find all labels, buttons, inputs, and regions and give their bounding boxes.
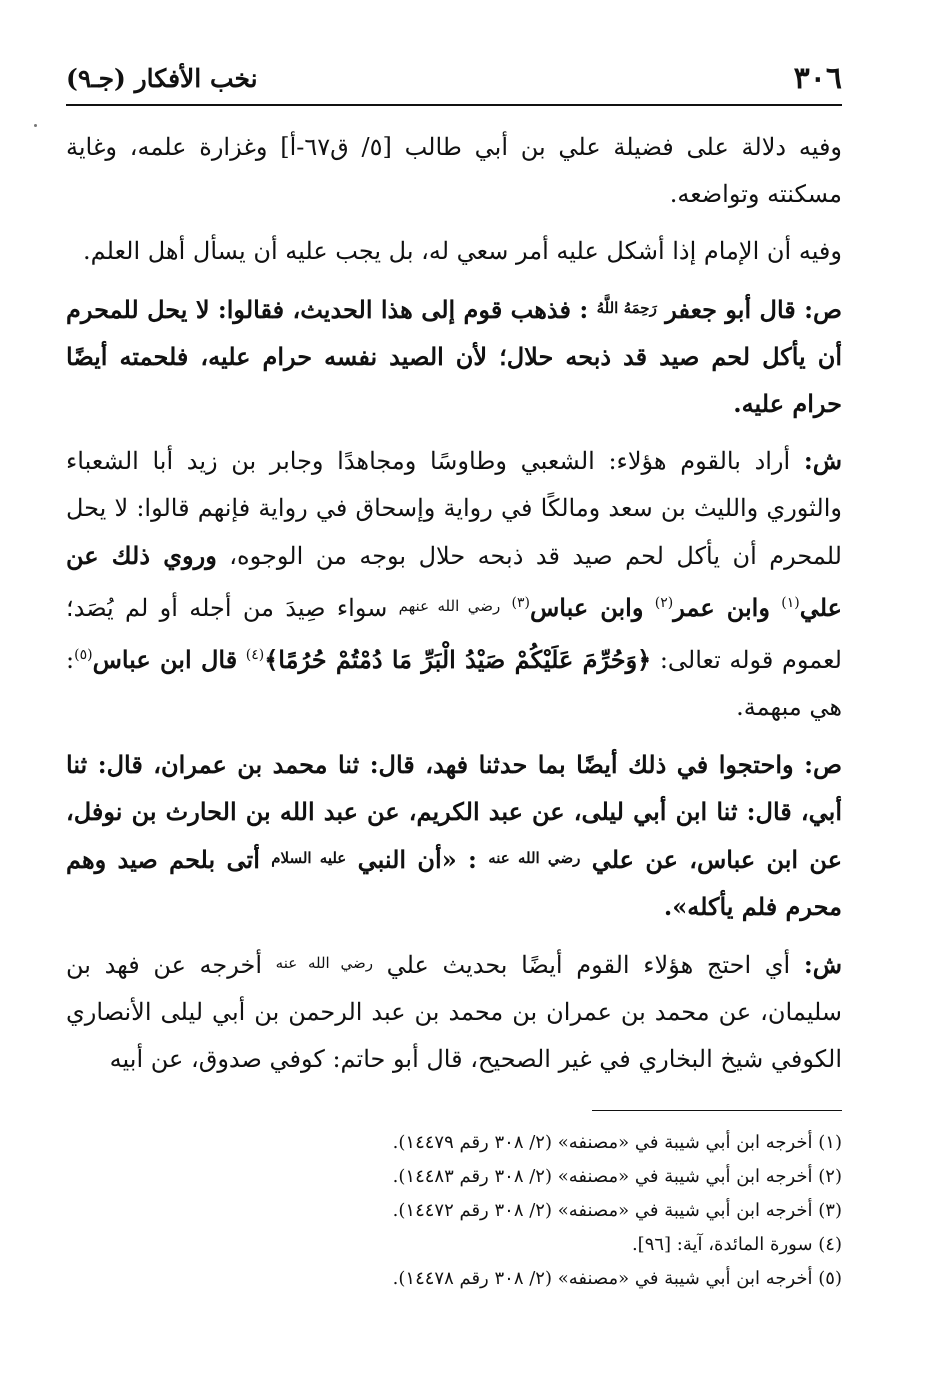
honorific-glyph: رضي الله عنه [488,849,581,867]
footnote-2: (٢) أخرجه ابن أبي شيبة في «مصنفه» (٢/ ٣٠٨ رقم ١٤٤٨٣). [392,1166,842,1187]
honorific-glyph: عليه السلام [271,849,347,867]
paragraph-3 [66,285,842,427]
page-body [66,124,842,1083]
paragraph-4 [66,437,842,731]
honorific-glyph: رَحِمَهُ اللَّهُ [596,299,657,317]
p4-text-1: أراد بالقوم هؤلاء: الشعبي وطاوسًا ومجاهدًا وجابر بن زيد أبا الشعباء والثوري والليث بن سعد ومالكًا في رواية وإسحاق في رواية فإنهم قالوا: لا يحل للمحرم أن يأكل لحم صيد قد ذبحه حلال بوجه من الوجوه، [66,447,842,570]
footnote-ref-4: (٤) [245,647,265,663]
p4-bold-1: وروي ذلك عن علي [66,541,842,622]
p5-text-c: أتى بلحم صيد وهم محرم فلم يأكله». [66,845,842,921]
paragraph-2: وفيه أن الإمام إذا أشكل عليه أمر سعي له، بل يجب عليه أن يسأل أهل العلم. [83,237,842,265]
p5-text-b: : «أن النبي [357,845,477,874]
footnote-4: (٤) سورة المائدة، آية: [٩٦]. [631,1234,842,1255]
p3-text-a: قال أبو جعفر [665,295,796,324]
paragraph-6 [66,940,842,1083]
footnote-divider [592,1110,842,1111]
paragraph-5 [66,741,842,930]
page-header [66,52,842,106]
book-page [66,52,842,1372]
footnote-1: (١) أخرجه ابن أبي شيبة في «مصنفه» (٢/ ٣٠٨ رقم ١٤٤٧٩). [392,1132,842,1153]
shin-label: ش: [803,446,842,475]
sad-label: ص: [804,295,843,324]
footnote-ref-2: (٢) [654,595,674,611]
footnote-ref-5: (٥) [74,647,93,663]
honorific-glyph: رضي الله عنهم [398,597,501,615]
running-title: نخب الأفكار (جـ٩) [66,63,258,93]
footnote-ref-3: (٣) [511,595,530,611]
sad-label: ص: [804,750,842,779]
p3-text-b: : فذهب قوم إلى هذا الحديث، فقالوا: لا يحل للمحرم أن يأكل لحم صيد قد ذبحه حلال؛ لأن الصيد نفسه حرام عليه، فلحمته أيضًا حرام عليه. [66,295,842,418]
footnote-ref-1: (١) [781,595,800,611]
paragraph-1: وفيه دلالة على فضيلة علي بن أبي طالب [٥/ ق٦٧-أ] وغزارة علمه، وغاية مسكنته وتواضعه. [66,133,843,208]
p6-text-b: أخرجه عن فهد بن سليمان، عن محمد بن عمران بن محمد بن عبد الرحمن بن أبي ليلى الأنصاري الكوفي شيخ البخاري في غير الصحيح، قال أبو حاتم: كوفي صدوق، عن أبيه [66,951,842,1073]
p4-bold-4: قال ابن عباس [92,645,238,674]
page-number: ٣٠٦ [793,60,842,96]
margin-speck [34,124,37,127]
footnote-3: (٣) أخرجه ابن أبي شيبة في «مصنفه» (٢/ ٣٠٨ رقم ١٤٤٧٢). [392,1200,842,1221]
p4-text-3: : هي مبهمة. [66,646,842,721]
p4-text-2: سواء صِيدَ من أجله أو لم يُصَد؛ لعموم قوله تعالى: [66,594,842,674]
footnote-5: (٥) أخرجه ابن أبي شيبة في «مصنفه» (٢/ ٣٠٨ رقم ١٤٤٧٨). [392,1268,842,1289]
p5-text-a: واحتجوا في ذلك أيضًا بما حدثنا فهد، قال: ثنا محمد بن عمران، قال: ثنا أبي، قال: ثنا ابن أبي ليلى، عن عبد الكريم، عن عبد الله بن الحارث بن نوفل، عن ابن عباس، عن علي [66,750,843,874]
footnotes [66,1126,842,1296]
shin-label: ش: [803,950,842,979]
p4-bold-3: وابن عباس [529,593,644,622]
quran-verse: ﴿وَحُرِّمَ عَلَيْكُمْ صَيْدُ الْبَرِّ مَا دُمْتُمْ حُرُمًا﴾ [264,645,652,674]
honorific-glyph: رضي الله عنه [275,954,373,972]
p4-bold-2: وابن عمر [673,593,770,622]
p6-text-a: أي احتج هؤلاء القوم أيضًا بحديث علي [386,951,791,979]
